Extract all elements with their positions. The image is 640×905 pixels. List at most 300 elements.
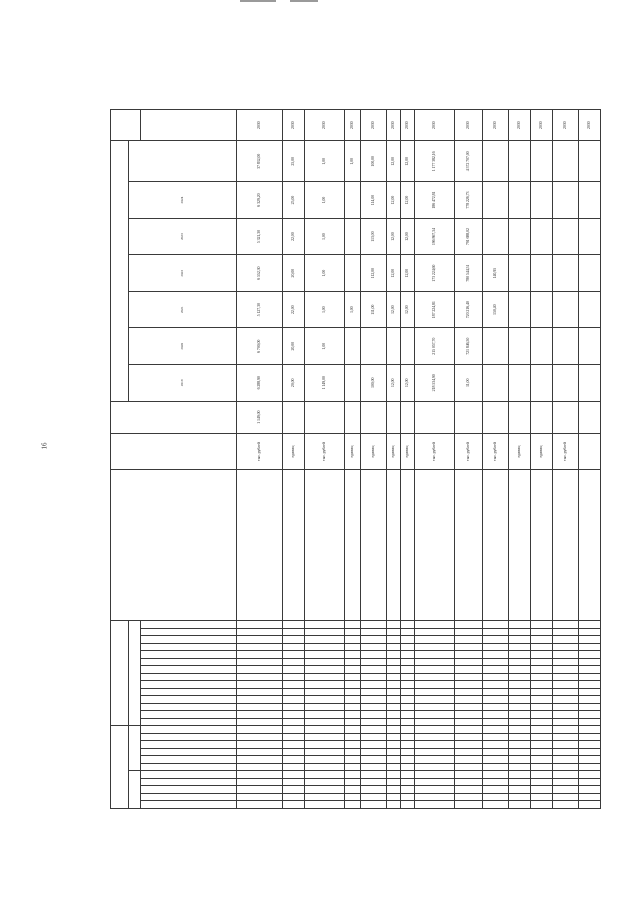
code-cell (387, 718, 401, 726)
table-row (283, 110, 305, 809)
unit-cell: тыс. рублей (305, 433, 345, 470)
code-cell (361, 628, 387, 636)
value-cell (553, 328, 579, 365)
description-cell (553, 470, 579, 620)
value-cell (579, 401, 601, 433)
code-cell (415, 793, 455, 801)
code-cell (579, 786, 601, 794)
code-cell (345, 658, 361, 666)
value-cell: 791 688,02 (455, 218, 483, 255)
code-cell (387, 748, 401, 756)
code-cell (415, 801, 455, 809)
program-table (110, 109, 592, 809)
value-cell (345, 255, 361, 292)
code-cell (361, 643, 387, 651)
value-cell: 1,00 (305, 182, 345, 219)
code-cell (283, 651, 305, 659)
code-cell (283, 718, 305, 726)
code-cell (237, 666, 283, 674)
code-cell (553, 801, 579, 809)
code-cell (509, 688, 531, 696)
value-cell: 2030 (401, 110, 415, 141)
unit-cell: тыс. рублей (415, 433, 455, 470)
code-cell (401, 643, 415, 651)
value-cell: 12,00 (387, 218, 401, 255)
value-cell: 12,00 (401, 255, 415, 292)
value-cell: 2030 (387, 110, 401, 141)
code-cell (305, 771, 345, 779)
code-cell (455, 658, 483, 666)
unit-cell: тыс. рублей (483, 433, 509, 470)
code-cell (579, 681, 601, 689)
code-cell (401, 771, 415, 779)
code-cell (483, 711, 509, 719)
code-cell (455, 673, 483, 681)
value-cell (579, 182, 601, 219)
value-cell: 112,00 (361, 255, 387, 292)
value-cell (531, 182, 553, 219)
code-cell (345, 756, 361, 764)
code-cell (345, 711, 361, 719)
table-row (579, 110, 601, 809)
code-cell (305, 718, 345, 726)
code-cell (531, 711, 553, 719)
code-cell (345, 733, 361, 741)
code-cell (237, 756, 283, 764)
code-cell (305, 643, 345, 651)
code-cell (361, 651, 387, 659)
value-cell (509, 291, 531, 328)
code-cell (305, 696, 345, 704)
code-cell (415, 726, 455, 734)
code-cell (345, 666, 361, 674)
value-cell: 20,00 (283, 255, 305, 292)
code-cell (401, 688, 415, 696)
value-cell: 1,00 (305, 291, 345, 328)
header-code-15 (141, 696, 237, 704)
code-cell (401, 628, 415, 636)
code-cell (283, 636, 305, 644)
code-cell (361, 620, 387, 628)
code-cell (345, 778, 361, 786)
code-cell (455, 681, 483, 689)
code-cell (345, 688, 361, 696)
code-cell (455, 620, 483, 628)
code-cell (579, 673, 601, 681)
value-cell (361, 328, 387, 365)
code-cell (455, 628, 483, 636)
value-cell (401, 328, 415, 365)
code-cell (553, 711, 579, 719)
value-cell (531, 401, 553, 433)
code-cell (553, 636, 579, 644)
value-cell: 1,00 (305, 255, 345, 292)
value-cell: 150,40 (483, 291, 509, 328)
code-cell (553, 666, 579, 674)
code-cell (509, 718, 531, 726)
value-cell (483, 218, 509, 255)
header-code-19 (141, 666, 237, 674)
code-cell (553, 756, 579, 764)
code-cell (305, 801, 345, 809)
table-row (305, 110, 345, 809)
code-cell (305, 748, 345, 756)
header-code-11 (141, 726, 237, 734)
code-cell (455, 636, 483, 644)
code-cell (483, 801, 509, 809)
code-cell (361, 801, 387, 809)
value-cell: 720 216,40 (455, 291, 483, 328)
code-cell (237, 651, 283, 659)
code-cell (553, 778, 579, 786)
unit-cell: единиц (401, 433, 415, 470)
code-cell (415, 688, 455, 696)
code-cell (509, 703, 531, 711)
code-cell (553, 726, 579, 734)
code-cell (455, 711, 483, 719)
code-cell (509, 658, 531, 666)
value-cell (531, 218, 553, 255)
header-code-16 (141, 688, 237, 696)
code-cell (455, 793, 483, 801)
value-cell (531, 328, 553, 365)
code-cell (401, 620, 415, 628)
code-cell (483, 741, 509, 749)
code-cell (283, 666, 305, 674)
value-cell: 6 329,20 (237, 182, 283, 219)
code-cell (579, 726, 601, 734)
code-cell (237, 778, 283, 786)
code-cell (387, 726, 401, 734)
code-cell (553, 628, 579, 636)
code-cell (387, 771, 401, 779)
code-cell (237, 673, 283, 681)
value-cell (483, 141, 509, 182)
code-cell (483, 666, 509, 674)
code-cell (455, 756, 483, 764)
code-cell (237, 786, 283, 794)
table-row (415, 110, 455, 809)
header-block-right (111, 620, 129, 725)
value-cell (553, 255, 579, 292)
code-cell (283, 786, 305, 794)
header-code-23 (141, 636, 237, 644)
code-cell (531, 726, 553, 734)
value-cell (509, 255, 531, 292)
data-table (110, 109, 601, 809)
value-cell (509, 218, 531, 255)
code-cell (509, 748, 531, 756)
code-cell (531, 643, 553, 651)
code-cell (361, 673, 387, 681)
value-cell: 2030 (283, 110, 305, 141)
value-cell (345, 182, 361, 219)
code-cell (531, 763, 553, 771)
code-cell (283, 793, 305, 801)
description-cell (455, 470, 483, 620)
value-cell: 20,00 (283, 328, 305, 365)
value-cell (415, 401, 455, 433)
code-cell (531, 703, 553, 711)
value-cell: 12,00 (387, 291, 401, 328)
value-cell (579, 141, 601, 182)
code-cell (345, 786, 361, 794)
header-code-13 (141, 711, 237, 719)
code-cell (237, 763, 283, 771)
code-cell (401, 673, 415, 681)
code-cell (483, 696, 509, 704)
table-row (553, 110, 579, 809)
header-code-3 (141, 786, 237, 794)
code-cell (387, 711, 401, 719)
header-code-10 (141, 733, 237, 741)
code-cell (283, 733, 305, 741)
value-cell: 218 534,90 (415, 365, 455, 402)
code-cell (531, 793, 553, 801)
code-cell (345, 651, 361, 659)
value-cell (509, 141, 531, 182)
value-cell (579, 328, 601, 365)
unit-cell: тыс. рублей (455, 433, 483, 470)
table-row (387, 110, 401, 809)
table-row (455, 110, 483, 809)
code-cell (509, 711, 531, 719)
code-cell (553, 620, 579, 628)
header-code-25 (141, 620, 237, 628)
code-cell (283, 688, 305, 696)
header-code-20 (141, 658, 237, 666)
code-cell (305, 778, 345, 786)
code-cell (401, 636, 415, 644)
code-cell (283, 763, 305, 771)
value-cell: 1,00 (345, 291, 361, 328)
code-cell (509, 681, 531, 689)
value-cell: 114,00 (361, 182, 387, 219)
value-cell: 2030 (237, 110, 283, 141)
code-cell (579, 696, 601, 704)
code-cell (237, 658, 283, 666)
code-cell (531, 733, 553, 741)
code-cell (387, 636, 401, 644)
code-cell (553, 688, 579, 696)
code-cell (345, 763, 361, 771)
code-cell (345, 636, 361, 644)
code-cell (455, 771, 483, 779)
value-cell (553, 218, 579, 255)
value-cell: 4 572 707,00 (455, 141, 483, 182)
code-cell (483, 756, 509, 764)
code-cell (237, 748, 283, 756)
scan-mark (290, 0, 318, 2)
description-cell (509, 470, 531, 620)
code-cell (553, 643, 579, 651)
value-cell (579, 365, 601, 402)
code-cell (237, 726, 283, 734)
code-cell (237, 703, 283, 711)
code-cell (531, 778, 553, 786)
code-cell (483, 673, 509, 681)
code-cell (509, 786, 531, 794)
code-cell (361, 786, 387, 794)
code-cell (283, 681, 305, 689)
value-cell: 2030 (305, 110, 345, 141)
code-cell (387, 786, 401, 794)
code-cell (531, 658, 553, 666)
value-cell: 111,00 (361, 291, 387, 328)
value-cell (531, 291, 553, 328)
value-cell: 12,00 (401, 218, 415, 255)
code-cell (455, 718, 483, 726)
code-cell (401, 651, 415, 659)
unit-cell: единиц (531, 433, 553, 470)
value-cell: 12,00 (387, 141, 401, 182)
value-cell: 113,00 (361, 218, 387, 255)
value-cell: 1,00 (305, 328, 345, 365)
code-cell (401, 681, 415, 689)
code-cell (531, 696, 553, 704)
code-cell (283, 771, 305, 779)
value-cell (345, 328, 361, 365)
code-cell (483, 651, 509, 659)
header-description (111, 470, 237, 620)
value-cell (455, 401, 483, 433)
code-cell (361, 658, 387, 666)
code-cell (345, 673, 361, 681)
rotated-table-frame (110, 109, 592, 809)
code-cell (401, 756, 415, 764)
code-cell (483, 748, 509, 756)
code-cell (401, 793, 415, 801)
header-year-2022: 2022 (129, 255, 237, 292)
code-cell (509, 778, 531, 786)
header-subgroup-a (129, 771, 141, 809)
code-cell (579, 703, 601, 711)
code-cell (237, 696, 283, 704)
code-cell (283, 741, 305, 749)
table-row (237, 110, 283, 809)
code-cell (531, 756, 553, 764)
value-cell: 1,00 (345, 141, 361, 182)
code-cell (455, 786, 483, 794)
value-cell: 12,00 (401, 182, 415, 219)
code-cell (553, 793, 579, 801)
value-cell: 2030 (509, 110, 531, 141)
value-cell: 37 832,00 (237, 141, 283, 182)
code-cell (401, 748, 415, 756)
code-cell (415, 651, 455, 659)
code-cell (531, 718, 553, 726)
header-unit (111, 433, 237, 470)
code-cell (415, 711, 455, 719)
value-cell (553, 401, 579, 433)
header-block-left (111, 726, 129, 809)
code-cell (509, 696, 531, 704)
code-cell (415, 741, 455, 749)
description-cell (237, 470, 283, 620)
code-cell (361, 696, 387, 704)
code-cell (361, 756, 387, 764)
code-cell (361, 793, 387, 801)
code-cell (553, 733, 579, 741)
code-cell (531, 681, 553, 689)
code-cell (283, 778, 305, 786)
code-cell (579, 748, 601, 756)
page-number: 16 (40, 442, 49, 450)
code-cell (305, 666, 345, 674)
code-cell (345, 741, 361, 749)
header-base (111, 401, 237, 433)
code-cell (305, 636, 345, 644)
code-cell (345, 793, 361, 801)
code-cell (455, 696, 483, 704)
scan-mark (240, 0, 276, 2)
code-cell (579, 628, 601, 636)
header-code-22 (141, 643, 237, 651)
code-cell (509, 666, 531, 674)
code-cell (455, 748, 483, 756)
code-cell (415, 636, 455, 644)
value-cell (345, 365, 361, 402)
code-cell (401, 726, 415, 734)
table-row (345, 110, 361, 809)
value-cell: 12,00 (401, 291, 415, 328)
code-cell (305, 620, 345, 628)
code-cell (361, 688, 387, 696)
code-cell (305, 703, 345, 711)
value-cell (553, 291, 579, 328)
value-cell: 12,00 (387, 255, 401, 292)
value-cell: 2030 (531, 110, 553, 141)
code-cell (387, 620, 401, 628)
code-cell (387, 801, 401, 809)
value-cell (553, 182, 579, 219)
code-cell (387, 763, 401, 771)
code-cell (455, 778, 483, 786)
table-row (509, 110, 531, 809)
code-cell (401, 763, 415, 771)
description-cell (401, 470, 415, 620)
table-body (237, 110, 601, 809)
code-cell (579, 763, 601, 771)
code-cell (387, 681, 401, 689)
value-cell: 12,00 (387, 182, 401, 219)
code-cell (483, 733, 509, 741)
unit-cell: единиц (283, 433, 305, 470)
code-cell (579, 688, 601, 696)
description-cell (579, 470, 601, 620)
code-cell (483, 688, 509, 696)
value-cell (509, 182, 531, 219)
code-cell (415, 718, 455, 726)
code-cell (283, 711, 305, 719)
value-cell (361, 401, 387, 433)
code-cell (483, 726, 509, 734)
code-cell (579, 666, 601, 674)
header-subgroup-b (129, 726, 141, 771)
description-cell (387, 470, 401, 620)
code-cell (509, 636, 531, 644)
value-cell (509, 328, 531, 365)
value-cell: 187 224,81 (415, 291, 455, 328)
code-cell (531, 801, 553, 809)
code-cell (483, 703, 509, 711)
value-cell: 173 224,60 (415, 255, 455, 292)
code-cell (415, 666, 455, 674)
value-cell: 6 552,30 (237, 255, 283, 292)
code-cell (579, 643, 601, 651)
code-cell (509, 741, 531, 749)
code-cell (455, 726, 483, 734)
